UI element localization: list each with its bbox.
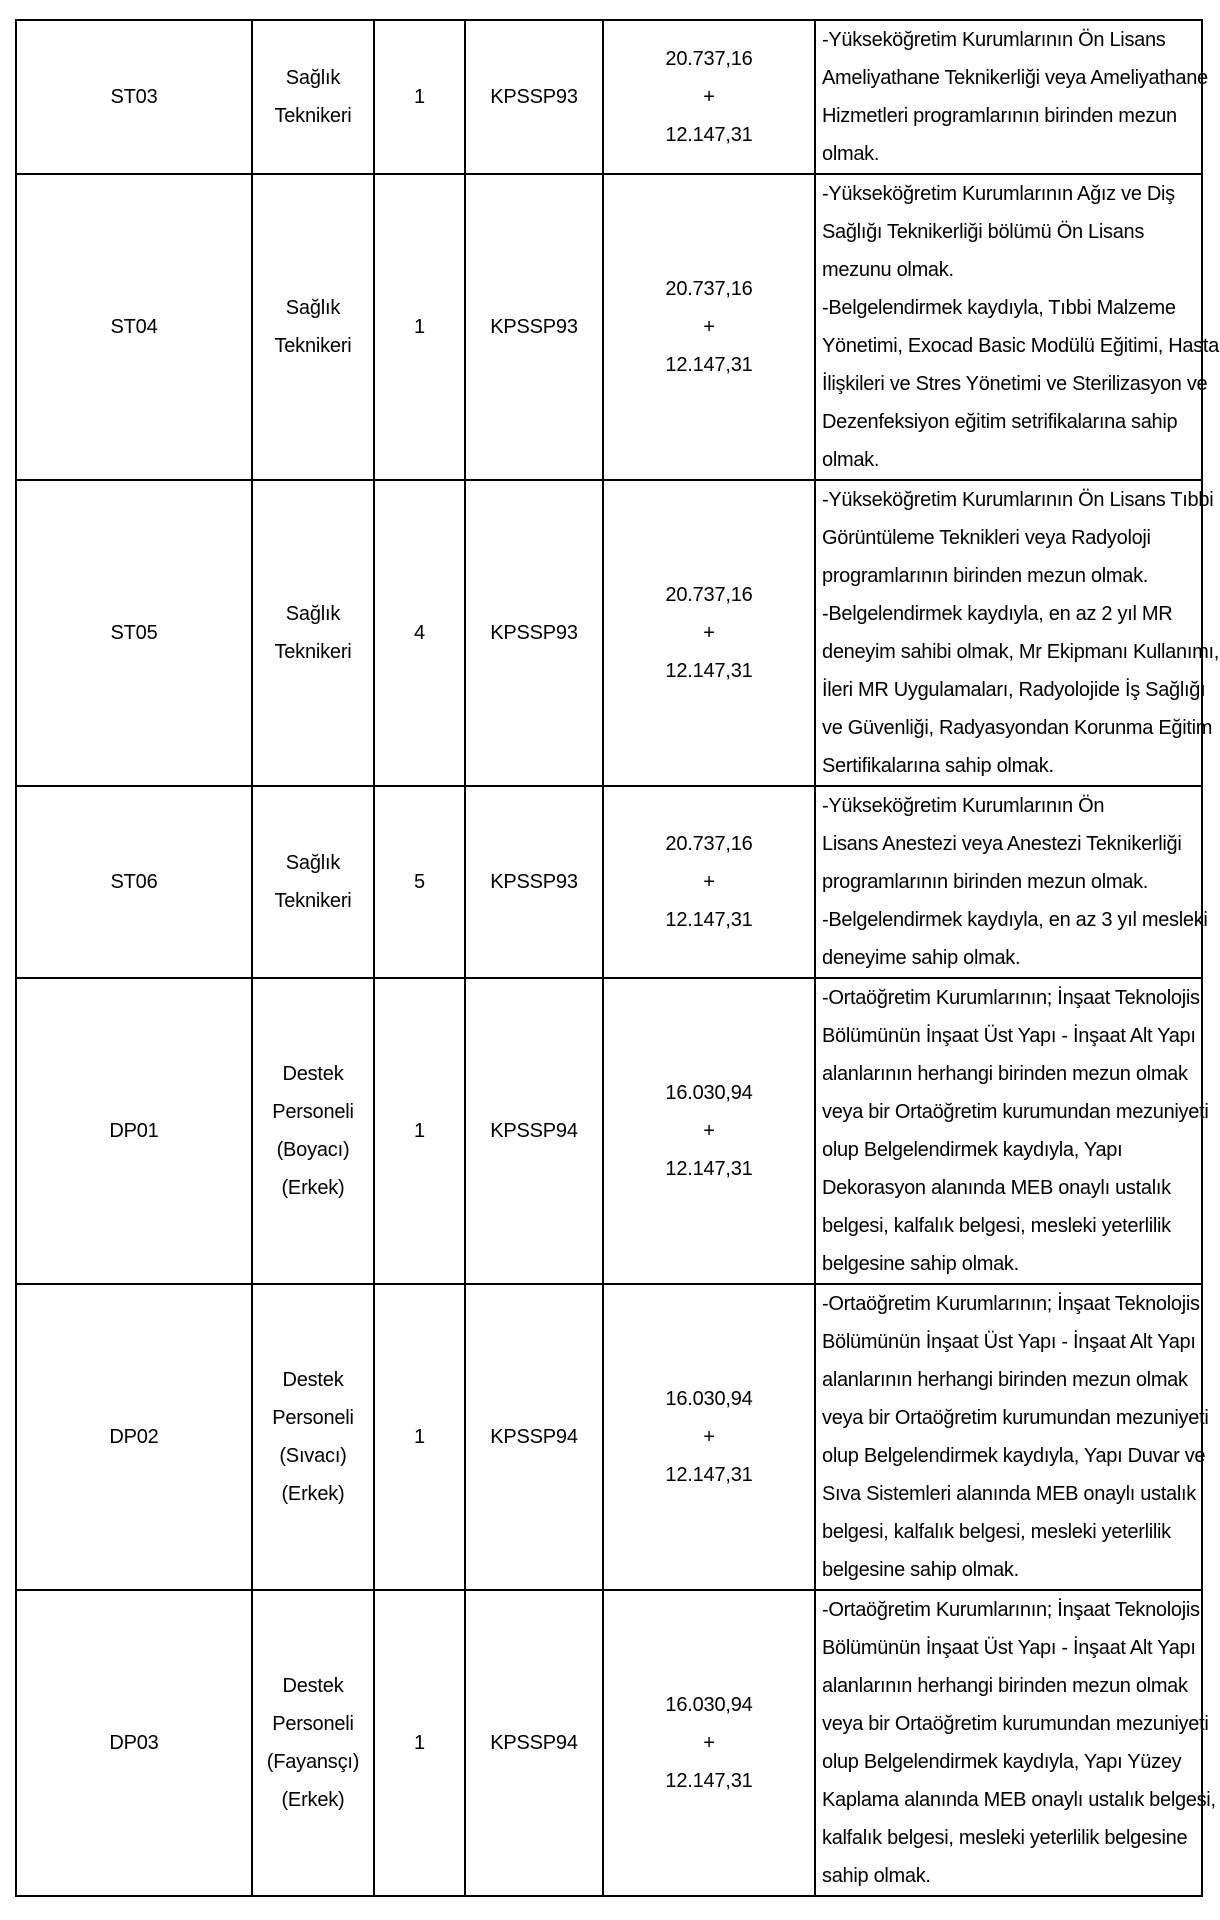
requirement-line: -Yükseköğretim Kurumlarının Ön — [822, 795, 1105, 817]
requirement-line: -Ortaöğretim Kurumlarının; İnşaat Teknolojisi — [822, 1599, 1204, 1621]
salary-line: + — [703, 622, 715, 644]
requirement-line: -Ortaöğretim Kurumlarının; İnşaat Teknolojisi — [822, 987, 1204, 1009]
quantity: 5 — [414, 871, 425, 893]
salary-line: 12.147,31 — [665, 660, 753, 682]
salary-line: 12.147,31 — [665, 354, 753, 376]
requirement-line: Dekorasyon alanında MEB onaylı ustalık — [822, 1177, 1171, 1199]
position-code: DP02 — [109, 1426, 159, 1448]
table-row — [16, 1284, 1202, 1590]
quantity: 4 — [414, 622, 425, 644]
kpss-score-type: KPSSP93 — [490, 86, 578, 108]
requirement-line: veya bir Ortaöğretim kurumundan mezuniyeti — [822, 1713, 1209, 1735]
position-title-cell — [252, 978, 374, 1284]
position-title-line: (Boyacı) — [276, 1139, 350, 1161]
kpss-cell — [465, 20, 603, 174]
requirement-line: Hizmetleri programlarının birinden mezun — [822, 105, 1177, 127]
kpss-score-type: KPSSP94 — [490, 1426, 578, 1448]
kpss-cell — [465, 480, 603, 786]
salary-line: + — [703, 316, 715, 338]
position-title-line: Destek — [282, 1063, 344, 1085]
quantity-cell — [374, 20, 465, 174]
position-title-cell — [252, 1590, 374, 1896]
quantity-cell — [374, 978, 465, 1284]
position-title-line: Teknikeri — [274, 335, 352, 357]
quantity: 1 — [414, 316, 425, 338]
position-code: ST04 — [110, 316, 158, 338]
position-title-line: Sağlık — [285, 852, 341, 874]
kpss-score-type: KPSSP94 — [490, 1732, 578, 1754]
requirement-line: -Belgelendirmek kaydıyla, en az 2 yıl MR — [822, 603, 1173, 625]
salary-line: 12.147,31 — [665, 909, 753, 931]
table-row — [16, 1590, 1202, 1896]
salary-cell — [603, 1590, 815, 1896]
requirement-line: alanlarının herhangi birinden mezun olmak — [822, 1063, 1188, 1085]
position-title-line: Teknikeri — [274, 890, 352, 912]
requirement-line: -Ortaöğretim Kurumlarının; İnşaat Teknolojisi — [822, 1293, 1204, 1315]
requirement-line: olmak. — [822, 143, 880, 165]
requirement-line: programlarının birinden mezun olmak. — [822, 565, 1149, 587]
salary-cell — [603, 1284, 815, 1590]
positions-table — [15, 19, 1219, 1897]
salary-line: 12.147,31 — [665, 1770, 753, 1792]
requirement-line: belgesi, kalfalık belgesi, mesleki yeterlilik — [822, 1215, 1171, 1237]
table-row — [16, 978, 1202, 1284]
quantity-cell — [374, 1590, 465, 1896]
salary-line: 20.737,16 — [665, 833, 753, 855]
requirement-line: Ameliyathane Teknikerliği veya Ameliyathane — [822, 67, 1208, 89]
requirements-cell — [815, 786, 1208, 978]
requirements-cell — [815, 1284, 1209, 1590]
salary-line: + — [703, 1426, 715, 1448]
position-title-line: (Erkek) — [281, 1483, 345, 1505]
requirement-line: Bölümünün İnşaat Üst Yapı - İnşaat Alt Yapı — [822, 1331, 1196, 1353]
position-title-line: (Erkek) — [281, 1177, 345, 1199]
salary-line: 16.030,94 — [665, 1694, 753, 1716]
position-code: ST06 — [110, 871, 158, 893]
quantity-cell — [374, 480, 465, 786]
requirement-line: -Belgelendirmek kaydıyla, en az 3 yıl mesleki — [822, 909, 1208, 931]
requirement-line: belgesine sahip olmak. — [822, 1253, 1019, 1275]
requirement-line: veya bir Ortaöğretim kurumundan mezuniyeti — [822, 1407, 1209, 1429]
position-title-cell — [252, 480, 374, 786]
requirement-line: İlişkileri ve Stres Yönetimi ve Sterilizasyon ve — [822, 373, 1208, 395]
requirement-line: Lisans Anestezi veya Anestezi Teknikerliği — [822, 833, 1182, 855]
salary-line: 12.147,31 — [665, 1158, 753, 1180]
position-title-line: Personeli — [272, 1713, 354, 1735]
requirement-line: mezunu olmak. — [822, 259, 954, 281]
position-title-line: Destek — [282, 1675, 344, 1697]
requirement-line: -Belgelendirmek kaydıyla, Tıbbi Malzeme — [822, 297, 1176, 319]
quantity: 1 — [414, 1426, 425, 1448]
position-title-line: Teknikeri — [274, 641, 352, 663]
requirement-line: olup Belgelendirmek kaydıyla, Yapı — [822, 1139, 1123, 1161]
kpss-score-type: KPSSP93 — [490, 871, 578, 893]
salary-cell — [603, 20, 815, 174]
salary-line: + — [703, 871, 715, 893]
position-code-cell — [16, 174, 252, 480]
document-page — [15, 19, 1219, 1897]
salary-cell — [603, 978, 815, 1284]
requirement-line: olup Belgelendirmek kaydıyla, Yapı Duvar ve — [822, 1445, 1206, 1467]
table-row — [16, 174, 1202, 480]
quantity-cell — [374, 174, 465, 480]
requirements-cell — [815, 20, 1208, 174]
position-code-cell — [16, 480, 252, 786]
quantity: 1 — [414, 86, 425, 108]
position-code: DP01 — [109, 1120, 159, 1142]
requirements-cell — [815, 978, 1209, 1284]
requirement-line: alanlarının herhangi birinden mezun olmak — [822, 1675, 1188, 1697]
kpss-cell — [465, 978, 603, 1284]
requirement-line: -Yükseköğretim Kurumlarının Ön Lisans Tıbbi — [822, 489, 1214, 511]
position-title-cell — [252, 174, 374, 480]
requirement-line: deneyim sahibi olmak, Mr Ekipmanı Kullanımı, — [822, 641, 1219, 663]
requirement-line: Yönetimi, Exocad Basic Modülü Eğitimi, Hasta — [822, 335, 1219, 357]
requirement-line: Sağlığı Teknikerliği bölümü Ön Lisans — [822, 221, 1145, 243]
quantity-cell — [374, 1284, 465, 1590]
requirement-line: Sertifikalarına sahip olmak. — [822, 755, 1054, 777]
requirement-line: Kaplama alanında MEB onaylı ustalık belgesi, — [822, 1789, 1216, 1811]
salary-line: + — [703, 1732, 715, 1754]
position-title-line: Destek — [282, 1369, 344, 1391]
kpss-cell — [465, 174, 603, 480]
salary-line: 12.147,31 — [665, 124, 753, 146]
position-code-cell — [16, 1590, 252, 1896]
quantity: 1 — [414, 1732, 425, 1754]
salary-line: 16.030,94 — [665, 1388, 753, 1410]
kpss-score-type: KPSSP93 — [490, 622, 578, 644]
kpss-cell — [465, 786, 603, 978]
position-title-cell — [252, 1284, 374, 1590]
requirement-line: alanlarının herhangi birinden mezun olmak — [822, 1369, 1188, 1391]
salary-line: 16.030,94 — [665, 1082, 753, 1104]
requirement-line: programlarının birinden mezun olmak. — [822, 871, 1149, 893]
salary-cell — [603, 480, 815, 786]
requirement-line: Dezenfeksiyon eğitim setrifikalarına sahip — [822, 411, 1178, 433]
position-title-line: Personeli — [272, 1101, 354, 1123]
position-code-cell — [16, 786, 252, 978]
requirement-line: olup Belgelendirmek kaydıyla, Yapı Yüzey — [822, 1751, 1182, 1773]
position-code-cell — [16, 978, 252, 1284]
position-title-cell — [252, 786, 374, 978]
requirement-line: deneyime sahip olmak. — [822, 947, 1021, 969]
requirements-cell — [815, 480, 1219, 786]
requirement-line: belgesine sahip olmak. — [822, 1559, 1019, 1581]
kpss-score-type: KPSSP94 — [490, 1120, 578, 1142]
requirement-line: belgesi, kalfalık belgesi, mesleki yeterlilik — [822, 1521, 1171, 1543]
salary-line: 20.737,16 — [665, 278, 753, 300]
salary-line: + — [703, 86, 715, 108]
requirement-line: Bölümünün İnşaat Üst Yapı - İnşaat Alt Yapı — [822, 1637, 1196, 1659]
quantity-cell — [374, 786, 465, 978]
position-code: ST05 — [110, 622, 158, 644]
position-code-cell — [16, 20, 252, 174]
kpss-score-type: KPSSP93 — [490, 316, 578, 338]
position-code: ST03 — [110, 86, 158, 108]
requirement-line: kalfalık belgesi, mesleki yeterlilik belgesine — [822, 1827, 1188, 1849]
salary-cell — [603, 786, 815, 978]
salary-line: + — [703, 1120, 715, 1142]
table-row — [16, 786, 1202, 978]
requirement-line: Bölümünün İnşaat Üst Yapı - İnşaat Alt Yapı — [822, 1025, 1196, 1047]
requirement-line: olmak. — [822, 449, 880, 471]
position-title-cell — [252, 20, 374, 174]
salary-line: 20.737,16 — [665, 48, 753, 70]
requirement-line: -Yükseköğretim Kurumlarının Ağız ve Diş — [822, 183, 1175, 205]
requirement-line: İleri MR Uygulamaları, Radyolojide İş Sağlığı — [822, 679, 1206, 701]
requirement-line: sahip olmak. — [822, 1865, 931, 1887]
requirement-line: -Yükseköğretim Kurumlarının Ön Lisans — [822, 29, 1166, 51]
position-title-line: Personeli — [272, 1407, 354, 1429]
requirement-line: Sıva Sistemleri alanında MEB onaylı ustalık — [822, 1483, 1196, 1505]
kpss-cell — [465, 1590, 603, 1896]
position-title-line: (Fayansçı) — [266, 1751, 360, 1773]
salary-line: 20.737,16 — [665, 584, 753, 606]
requirements-cell — [815, 174, 1219, 480]
position-title-line: Sağlık — [285, 67, 341, 89]
table-row — [16, 480, 1202, 786]
position-title-line: Sağlık — [285, 603, 341, 625]
position-title-line: (Sıvacı) — [279, 1445, 347, 1467]
position-title-line: Sağlık — [285, 297, 341, 319]
requirements-cell — [815, 1590, 1216, 1896]
positions-table-body — [16, 20, 1219, 1896]
quantity: 1 — [414, 1120, 425, 1142]
position-title-line: (Erkek) — [281, 1789, 345, 1811]
salary-line: 12.147,31 — [665, 1464, 753, 1486]
table-row — [16, 20, 1202, 174]
requirement-line: ve Güvenliği, Radyasyondan Korunma Eğitim — [822, 717, 1213, 739]
requirement-line: veya bir Ortaöğretim kurumundan mezuniyeti — [822, 1101, 1209, 1123]
position-code: DP03 — [109, 1732, 159, 1754]
salary-cell — [603, 174, 815, 480]
position-code-cell — [16, 1284, 252, 1590]
position-title-line: Teknikeri — [274, 105, 352, 127]
requirement-line: Görüntüleme Teknikleri veya Radyoloji — [822, 527, 1151, 549]
kpss-cell — [465, 1284, 603, 1590]
